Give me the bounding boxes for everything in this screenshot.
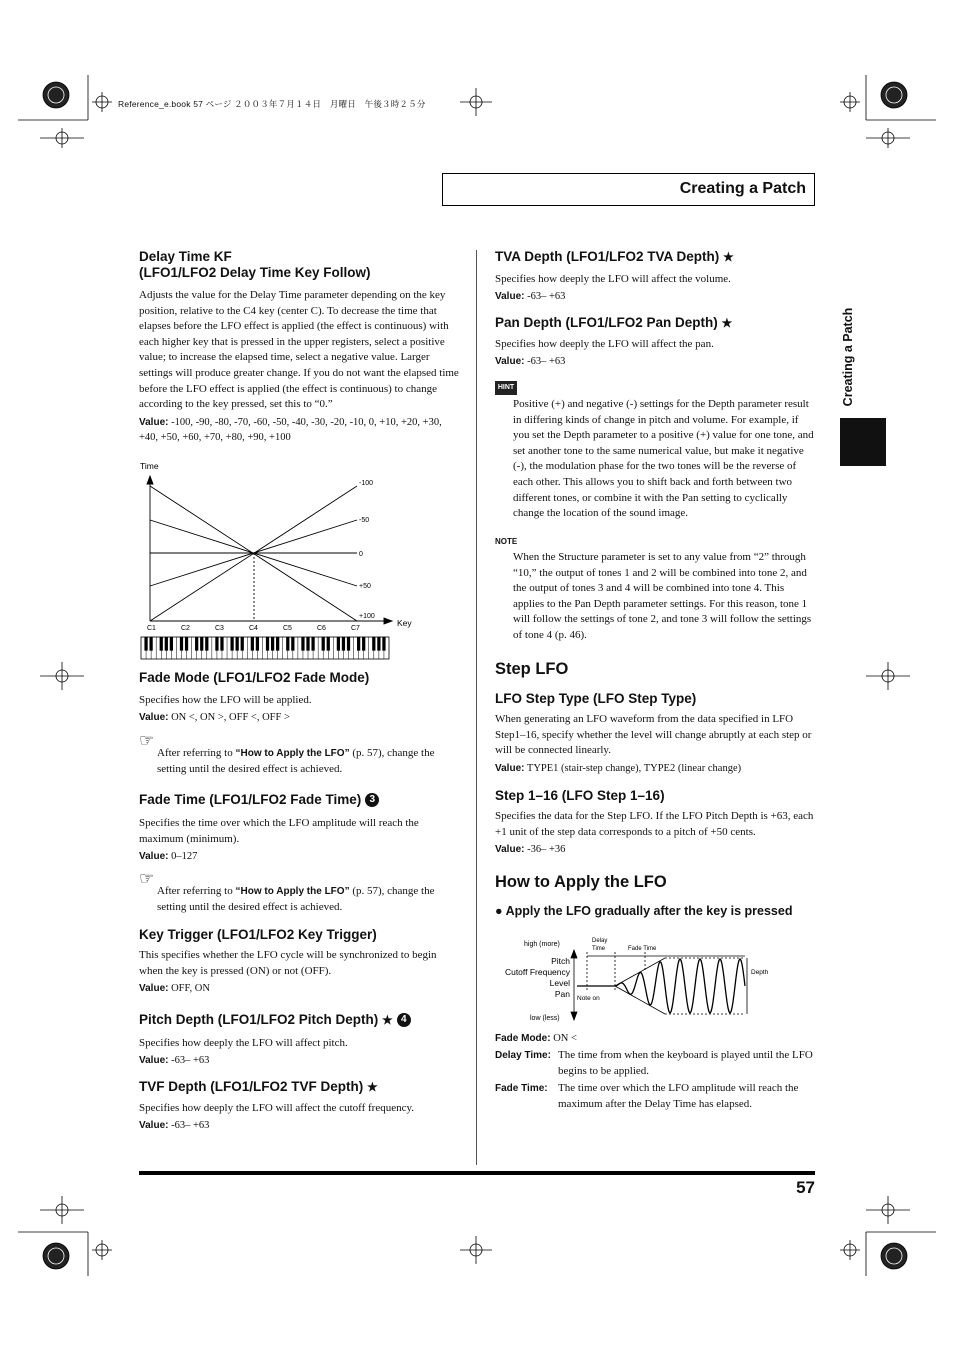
- tvf-depth-body: Specifies how deeply the LFO will affect the cutoff frequency.: [139, 1102, 415, 1114]
- fade-time-body: Specifies the time over which the LFO amplitude will reach the maximum (minimum).: [139, 817, 419, 845]
- kf-key-c4: C4: [249, 625, 258, 632]
- how-to-heading: How to Apply the LFO: [495, 873, 667, 891]
- diag-fade-time-label: Fade Time:: [495, 1083, 548, 1094]
- delay-kf-title: Delay Time KF (LFO1/LFO2 Delay Time Key Follow): [139, 249, 371, 280]
- step-body: Specifies the data for the Step LFO. If the LFO Pitch Depth is +63, each +1 unit of the step data corresponds to a pitch of +50 cents.: [495, 810, 814, 838]
- pan-depth-value: Value: -63– +63: [495, 356, 566, 367]
- delay-kf-body: Adjusts the value for the Delay Time parameter depending on the key position, relative to the C4 key (center C). To decrease the time that elapses before the LFO effect is applied (the effect is continuous) with each higher key that is pressed in the upper registers, select a positive value; to increase the elapsed time, select a negative value. Larger settings will produce greater change. If you do not want the elapsed time before the LFO effect is applied (the effect is continuous) to change according to the key pressed, set this to “0.”: [139, 289, 459, 411]
- step-value: Value: -36– +36: [495, 844, 566, 855]
- diag-low: low (less): [530, 1015, 560, 1022]
- pan-depth-body: Specifies how deeply the LFO will affect the pan.: [495, 338, 714, 350]
- diag-delay-time-label: Delay Time:: [495, 1050, 551, 1061]
- star-icon: ★: [382, 1013, 393, 1027]
- kf-key-c3: C3: [215, 625, 224, 632]
- fade-time-title: Fade Time (LFO1/LFO2 Fade Time) 3: [139, 792, 379, 808]
- diag-fade-mode: Fade Mode: ON <: [495, 1033, 577, 1044]
- note-body: When the Structure parameter is set to any value from “2” through “10,” the output of tones 1 and 2 will be combined into tone 2, and the output of tones 3 and 4 will be combined into tone 4. This applies to the Pan Depth parameter settings. For this reason, tone 1 will follow the settings of tone 2, and tone 3 will follow the settings of tone 4 (p. 46).: [513, 551, 812, 641]
- kf-key-c2: C2: [181, 625, 190, 632]
- star-icon: ★: [723, 250, 734, 264]
- diag-ylabel-cutoff: Cutoff Frequency: [504, 967, 570, 977]
- diag-note-on: Note on: [577, 995, 600, 1002]
- tva-depth-title: TVA Depth (LFO1/LFO2 TVA Depth) ★: [495, 249, 734, 264]
- fade-mode-reference: After referring to “How to Apply the LFO” (p. 57), change the setting until the desired effect is achieved.: [157, 747, 435, 775]
- badge-3-icon: 3: [365, 793, 379, 807]
- diag-delay-1: Delay: [592, 938, 608, 944]
- keyboard-graphic: [141, 637, 389, 659]
- fade-mode-body: Specifies how the LFO will be applied.: [139, 694, 312, 706]
- diag-fade-time: Fade Time: [628, 946, 657, 952]
- kf-x-title: Key: [397, 618, 412, 628]
- kf-key-c6: C6: [317, 625, 326, 632]
- diag-fade-time-value: The time over which the LFO amplitude will reach the maximum after the Delay Time has elapsed.: [558, 1082, 799, 1110]
- tva-depth-body: Specifies how deeply the LFO will affect the volume.: [495, 273, 731, 285]
- step-type-body: When generating an LFO waveform from the data specified in LFO Step1–16, specify whether the level will change abruptly at each step or will be connected linearly.: [495, 713, 812, 757]
- step-title: Step 1–16 (LFO Step 1–16): [495, 788, 665, 803]
- diag-delay-time-value: The time from when the keyboard is played until the LFO begins to be applied.: [558, 1049, 813, 1077]
- file-header: Reference_e.book 57 ページ ２００３年７月１４日 月曜日 午後３時２５分: [118, 99, 426, 109]
- side-tab-label: Creating a Patch: [841, 307, 855, 407]
- tva-depth-value: Value: -63– +63: [495, 291, 566, 302]
- kf-key-c7: C7: [351, 625, 360, 632]
- tvf-depth-value: Value: -63– +63: [139, 1120, 210, 1131]
- pitch-depth-value: Value: -63– +63: [139, 1055, 210, 1066]
- step-type-title: LFO Step Type (LFO Step Type): [495, 691, 697, 706]
- key-trigger-title: Key Trigger (LFO1/LFO2 Key Trigger): [139, 927, 377, 942]
- pitch-depth-body: Specifies how deeply the LFO will affect pitch.: [139, 1037, 348, 1049]
- tvf-depth-title: TVF Depth (LFO1/LFO2 TVF Depth) ★: [139, 1079, 378, 1094]
- diag-high: high (more): [524, 941, 560, 948]
- footer-rule: [139, 1171, 815, 1175]
- running-header-box: [442, 173, 815, 206]
- page-number: 57: [796, 1178, 815, 1197]
- diag-ylabel-pitch: Pitch: [551, 956, 570, 966]
- delay-kf-value: Value: -100, -90, -80, -70, -60, -50, -40, -30, -20, -10, 0, +10, +20, +30, +40, +50, +60, +70, +80, +90, +100: [139, 417, 442, 443]
- how-to-sub: ● Apply the LFO gradually after the key is pressed: [495, 904, 793, 918]
- kf-line-label-m50: -50: [359, 517, 370, 524]
- kf-y-title: Time: [140, 461, 159, 471]
- bullet-icon: ●: [495, 904, 503, 918]
- side-tab-block: [840, 418, 886, 466]
- kf-x-arrow: [384, 618, 392, 624]
- kf-y-arrow: [147, 476, 153, 484]
- star-icon: ★: [721, 316, 733, 330]
- reference-hand-icon: ☞: [139, 731, 155, 750]
- step-lfo-heading: Step LFO: [495, 660, 569, 678]
- diag-ylabel-pan: Pan: [554, 989, 570, 999]
- step-type-value: Value: TYPE1 (stair-step change), TYPE2 (linear change): [495, 763, 742, 774]
- kf-line-label-0: 0: [359, 551, 363, 558]
- note-icon: NOTE: [495, 537, 518, 546]
- fade-mode-title: Fade Mode (LFO1/LFO2 Fade Mode): [139, 670, 370, 685]
- star-icon: ★: [367, 1080, 378, 1094]
- delay-kf-chart: [135, 456, 435, 661]
- diag-depth: Depth: [751, 969, 769, 976]
- reference-hand-icon: ☞: [139, 869, 155, 888]
- pitch-depth-title: Pitch Depth (LFO1/LFO2 Pitch Depth) ★ 4: [139, 1012, 411, 1028]
- fade-time-reference: After referring to “How to Apply the LFO” (p. 57), change the setting until the desired effect is achieved.: [157, 885, 435, 913]
- badge-4-icon: 4: [397, 1013, 411, 1027]
- key-trigger-value: Value: OFF, ON: [139, 983, 210, 994]
- diag-ylabel-level: Level: [549, 978, 570, 988]
- fade-time-value: Value: 0–127: [139, 851, 198, 862]
- pan-depth-title: Pan Depth (LFO1/LFO2 Pan Depth) ★: [495, 315, 733, 330]
- kf-line-label-m100: -100: [359, 480, 374, 487]
- running-header-title: Creating a Patch: [679, 180, 806, 197]
- kf-key-c5: C5: [283, 625, 292, 632]
- kf-line-label-p100: +100: [359, 613, 375, 620]
- lfo-apply-diagram: [495, 930, 815, 1030]
- kf-line-label-p50: +50: [359, 583, 371, 590]
- column-divider: [476, 250, 477, 1165]
- hint-icon: HINT: [495, 381, 517, 395]
- key-trigger-body: This specifies whether the LFO cycle will be synchronized to begin when the key is pressed (ON) or not (OFF).: [139, 949, 437, 977]
- kf-key-c1: C1: [147, 625, 156, 632]
- fade-mode-value: Value: ON <, ON >, OFF <, OFF >: [139, 712, 290, 723]
- hint-body: Positive (+) and negative (-) settings for the Depth parameter result in differing kinds of change in pitch and volume. For example, if you set the Depth parameter to a positive (+) value for one tone, and set another tone to the same numerical value, but make it negative (-), the modulation phase for the two tones will be the reverse of each other. This allows you to shift back and forth between two different tones, or combine it with the Pan setting to cyclically change the location of the sound image.: [513, 398, 814, 520]
- diag-delay-2: Time: [592, 946, 606, 952]
